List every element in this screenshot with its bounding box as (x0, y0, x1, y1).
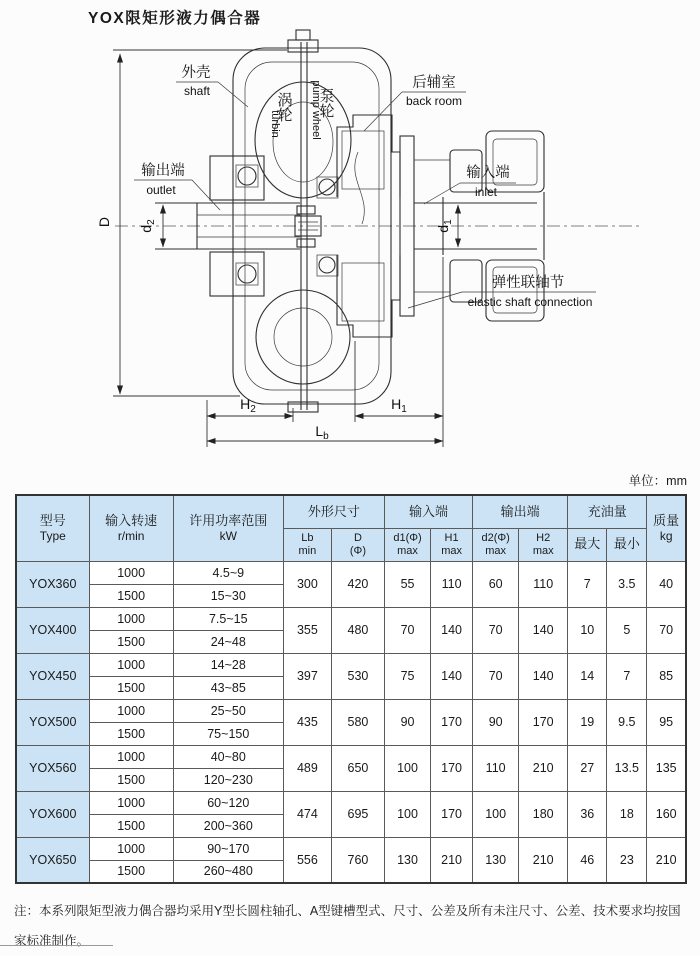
label-elastic-coupling (408, 273, 596, 309)
table-row (16, 791, 686, 814)
table-row (16, 561, 686, 584)
speed-cell: 1500 (89, 584, 173, 607)
spec-cell: 130 (384, 837, 430, 883)
speed-cell: 1000 (89, 561, 173, 584)
table-row (16, 699, 686, 722)
power-cell: 40~80 (173, 745, 283, 768)
spec-cell: 135 (647, 745, 686, 791)
power-cell: 24~48 (173, 630, 283, 653)
col-header-h2: H2 max (519, 528, 568, 561)
col-header-mass: 质量 kg (647, 495, 686, 561)
spec-cell: 9.5 (607, 699, 647, 745)
group-header-inlet: 输入端 (384, 495, 472, 528)
col-header-d2: d2(Φ) max (473, 528, 519, 561)
spec-cell: 170 (431, 699, 473, 745)
dim-label-Lb: $L_b$ (315, 423, 329, 442)
footnote-line-1: 注：本系列限矩型液力偶合器均采用Y型长圆柱轴孔、A型键槽型式、尺寸、公差及所有未注尺寸、公差、技术要求均按国 (14, 904, 681, 918)
bottom-divider (0, 945, 113, 946)
spec-cell: 70 (473, 607, 519, 653)
speed-cell: 1000 (89, 745, 173, 768)
spec-cell: 695 (331, 791, 384, 837)
inlet-label-cn: 输入端 (466, 165, 510, 181)
dimension-H1 (355, 257, 443, 447)
footnote-line-2: 家标准制作。 (14, 934, 90, 948)
spec-cell: 160 (647, 791, 686, 837)
power-cell: 260~480 (173, 860, 283, 883)
spec-table (15, 494, 687, 884)
inlet-label-en: inlet (474, 185, 498, 199)
spec-cell: 3.5 (607, 561, 647, 607)
spec-cell: 397 (283, 653, 331, 699)
elastic-label-cn: 弹性联轴节 (491, 275, 565, 291)
footnote (14, 896, 694, 956)
turbine-label-en: turbin (269, 110, 281, 138)
spec-cell: 7 (568, 561, 607, 607)
power-cell: 14~28 (173, 653, 283, 676)
table-row (16, 745, 686, 768)
model-cell: YOX650 (16, 837, 89, 883)
spec-cell: 55 (384, 561, 430, 607)
power-cell: 15~30 (173, 584, 283, 607)
spec-cell: 46 (568, 837, 607, 883)
spec-cell: 110 (519, 561, 568, 607)
power-cell: 4.5~9 (173, 561, 283, 584)
speed-cell: 1500 (89, 676, 173, 699)
model-cell: YOX400 (16, 607, 89, 653)
spec-cell: 530 (331, 653, 384, 699)
spec-cell: 70 (473, 653, 519, 699)
spec-cell: 85 (647, 653, 686, 699)
group-header-dimensions: 外形尺寸 (283, 495, 384, 528)
unit-note: 单位：mm (628, 474, 687, 488)
power-cell: 7.5~15 (173, 607, 283, 630)
col-header-h1: H1 max (431, 528, 473, 561)
model-cell: YOX500 (16, 699, 89, 745)
dim-label-d1: $d_1$ (435, 219, 454, 233)
spec-cell: 170 (519, 699, 568, 745)
spec-cell: 110 (431, 561, 473, 607)
spec-cell: 170 (431, 791, 473, 837)
dim-label-H1: $H_1$ (391, 396, 407, 415)
spec-cell: 140 (431, 607, 473, 653)
spec-cell: 474 (283, 791, 331, 837)
spec-cell: 170 (431, 745, 473, 791)
spec-cell: 40 (647, 561, 686, 607)
label-pump (310, 80, 335, 139)
spec-cell: 210 (647, 837, 686, 883)
spec-cell: 210 (519, 837, 568, 883)
speed-cell: 1500 (89, 768, 173, 791)
spec-cell: 180 (519, 791, 568, 837)
spec-cell: 75 (384, 653, 430, 699)
model-cell: YOX600 (16, 791, 89, 837)
outlet-label-en: outlet (146, 183, 176, 197)
speed-cell: 1000 (89, 791, 173, 814)
model-cell: YOX450 (16, 653, 89, 699)
table-row (16, 837, 686, 860)
power-cell: 25~50 (173, 699, 283, 722)
col-header-model: 型号 Type (16, 495, 89, 561)
spec-cell: 27 (568, 745, 607, 791)
spec-cell: 100 (384, 745, 430, 791)
spec-cell: 300 (283, 561, 331, 607)
power-cell: 120~230 (173, 768, 283, 791)
housing-label-cn: 外壳 (181, 65, 211, 81)
dimension-d2 (138, 205, 163, 247)
power-cell: 60~120 (173, 791, 283, 814)
elastic-label-en: elastic shaft connection (467, 295, 593, 309)
housing-label-en: shaft (183, 84, 211, 98)
turbine-label-cn: 涡轮 (275, 92, 293, 122)
spec-cell: 760 (331, 837, 384, 883)
spec-table-body (16, 561, 686, 883)
pump-label-cn: 泵轮 (317, 88, 335, 118)
spec-cell: 36 (568, 791, 607, 837)
label-housing (176, 63, 248, 107)
spec-cell: 489 (283, 745, 331, 791)
back-room-label-cn: 后辅室 (412, 75, 456, 91)
dim-label-H2: $H_2$ (240, 396, 256, 415)
spec-cell: 7 (607, 653, 647, 699)
spec-cell: 130 (473, 837, 519, 883)
spec-cell: 355 (283, 607, 331, 653)
coupling-cross-section-diagram (0, 0, 700, 462)
speed-cell: 1500 (89, 814, 173, 837)
speed-cell: 1500 (89, 860, 173, 883)
spec-cell: 19 (568, 699, 607, 745)
spec-cell: 14 (568, 653, 607, 699)
speed-cell: 1500 (89, 630, 173, 653)
label-inlet (424, 164, 516, 204)
spec-cell: 13.5 (607, 745, 647, 791)
spec-cell: 23 (607, 837, 647, 883)
col-header-oil-min: 最小 (607, 528, 647, 561)
speed-cell: 1500 (89, 722, 173, 745)
col-header-speed: 输入转速 r/min (89, 495, 173, 561)
col-header-d1: d1(Φ) max (384, 528, 430, 561)
power-cell: 90~170 (173, 837, 283, 860)
spec-cell: 420 (331, 561, 384, 607)
page-title: YOX限矩形液力偶合器 (88, 10, 262, 27)
spec-cell: 60 (473, 561, 519, 607)
speed-cell: 1000 (89, 653, 173, 676)
speed-cell: 1000 (89, 699, 173, 722)
model-cell: YOX360 (16, 561, 89, 607)
col-header-oil-max: 最大 (568, 528, 607, 561)
spec-cell: 556 (283, 837, 331, 883)
speed-cell: 1000 (89, 837, 173, 860)
spec-cell: 95 (647, 699, 686, 745)
dim-label-D: D (96, 216, 112, 228)
group-header-outlet: 输出端 (473, 495, 568, 528)
spec-cell: 140 (431, 653, 473, 699)
spec-cell: 580 (331, 699, 384, 745)
spec-cell: 100 (384, 791, 430, 837)
group-header-oil: 充油量 (568, 495, 647, 528)
outlet-label-cn: 输出端 (141, 163, 185, 179)
dimension-D (96, 50, 287, 396)
spec-cell: 18 (607, 791, 647, 837)
spec-cell: 70 (384, 607, 430, 653)
spec-cell: 90 (384, 699, 430, 745)
spec-cell: 110 (473, 745, 519, 791)
table-row (16, 607, 686, 630)
spec-cell: 480 (331, 607, 384, 653)
power-cell: 75~150 (173, 722, 283, 745)
table-row (16, 653, 686, 676)
col-header-power: 许用功率范围 kW (173, 495, 283, 561)
dimension-Lb (207, 423, 443, 442)
spec-table-header (16, 495, 686, 561)
spec-cell: 140 (519, 607, 568, 653)
spec-cell: 650 (331, 745, 384, 791)
dim-label-d2: $d_2$ (138, 219, 157, 233)
back-room-label-en: back room (405, 94, 463, 108)
spec-cell: 10 (568, 607, 607, 653)
spec-cell: 435 (283, 699, 331, 745)
speed-cell: 1000 (89, 607, 173, 630)
spec-cell: 210 (431, 837, 473, 883)
pump-label-en: pump wheel (310, 80, 322, 140)
col-header-d: D (Φ) (331, 528, 384, 561)
power-cell: 43~85 (173, 676, 283, 699)
col-header-lb: Lb min (283, 528, 331, 561)
spec-cell: 70 (647, 607, 686, 653)
spec-cell: 5 (607, 607, 647, 653)
spec-cell: 140 (519, 653, 568, 699)
power-cell: 200~360 (173, 814, 283, 837)
spec-cell: 210 (519, 745, 568, 791)
model-cell: YOX560 (16, 745, 89, 791)
label-turbine (269, 92, 293, 138)
spec-cell: 100 (473, 791, 519, 837)
spec-cell: 90 (473, 699, 519, 745)
